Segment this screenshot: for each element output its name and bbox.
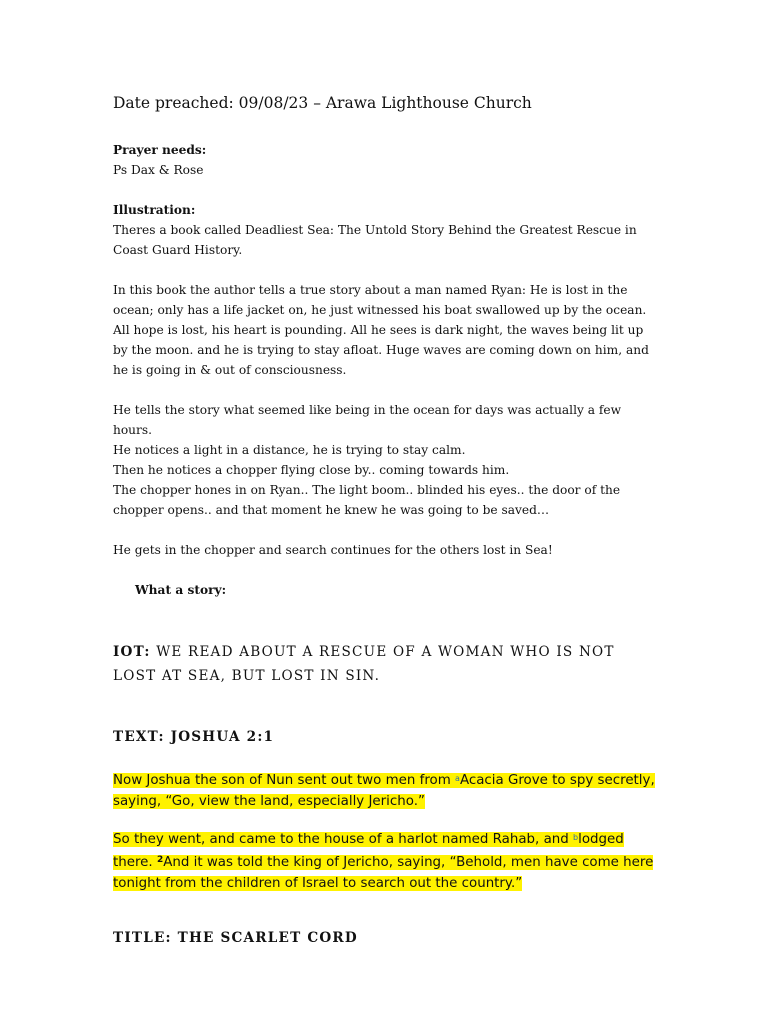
iot-label: IOT: — [113, 644, 151, 660]
title-heading: TITLE: THE SCARLET CORD — [113, 930, 358, 946]
story-line: The chopper hones in on Ryan.. The light boom.. blinded his eyes.. the door of the chopper opens.. and that moment he knew he was going to be saved… — [113, 483, 621, 517]
story-line: He notices a light in a distance, he is trying to stay calm. — [113, 443, 466, 457]
story-line: He gets in the chopper and search continues for the others lost in Sea! — [113, 543, 553, 557]
illustration-text: Theres a book called Deadliest Sea: The Untold Story Behind the Greatest Rescue in Coast Guard History. — [113, 223, 637, 257]
scripture-text: And it was told the king of Jericho, saying, “Behold, men have come here tonight from the children of Israel to search out the country.” — [113, 855, 654, 891]
footnote-marker[interactable]: a — [455, 774, 460, 783]
iot-section — [113, 640, 658, 688]
scripture-verse-1 — [113, 768, 658, 812]
verse-number: 2 — [156, 855, 164, 865]
scripture-text: So they went, and came to the house of a harlot named Rahab, and — [113, 832, 574, 847]
story-paragraph-1 — [113, 280, 658, 380]
illustration-label: Illustration: — [113, 203, 196, 217]
scripture-verse-1b-2 — [113, 827, 658, 894]
scripture-text: Acacia Grove to spy secretly, saying, “Go, view the land, especially Jericho.” — [113, 773, 655, 809]
prayer-needs-text: Ps Dax & Rose — [113, 163, 204, 177]
iot-text: WE READ ABOUT A RESCUE OF A WOMAN WHO IS NOT LOST AT SEA, BUT LOST IN SIN. — [113, 644, 615, 684]
illustration-section — [113, 200, 658, 260]
story-paragraph-2 — [113, 400, 658, 480]
text-heading: TEXT: JOSHUA 2:1 — [113, 729, 275, 745]
prayer-needs-label: Prayer needs: — [113, 143, 207, 157]
story-paragraph-4 — [113, 540, 658, 560]
date-preached-line: Date preached: 09/08/23 – Arawa Lighthouse Church — [113, 94, 532, 112]
story-line: He tells the story what seemed like being in the ocean for days was actually a few hours. — [113, 403, 622, 437]
story-paragraph-3 — [113, 480, 658, 520]
scripture-text: Now Joshua the son of Nun sent out two men from — [113, 773, 456, 788]
story-line: In this book the author tells a true story about a man named Ryan: He is lost in the ocean; only has a life jacket on, he just witnessed his boat swallowed up by the ocean. — [113, 283, 647, 317]
story-line: Then he notices a chopper flying close by.. coming towards him. — [113, 463, 510, 477]
footnote-marker[interactable]: b — [573, 833, 579, 842]
scripture-text: lodged there. — [113, 832, 624, 870]
what-a-story-line: What a story: — [135, 583, 227, 597]
prayer-needs-section — [113, 140, 658, 180]
story-line: All hope is lost, his heart is pounding. All he sees is dark night, the waves being lit up by the moon. and he is trying to stay afloat. Huge waves are coming down on him, and he is going in & out of consciousness. — [113, 323, 649, 377]
